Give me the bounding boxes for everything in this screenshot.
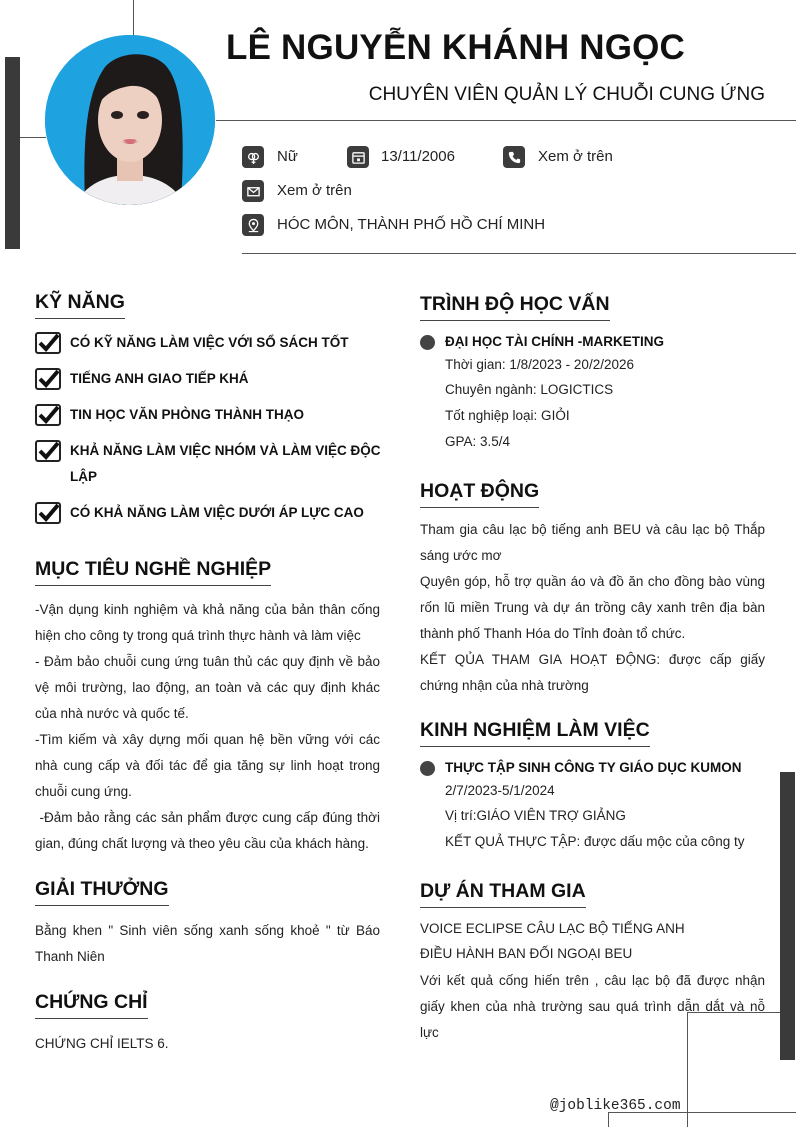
checkbox-icon <box>35 332 61 354</box>
objective-title: MỤC TIÊU NGHỀ NGHIỆP <box>35 558 271 586</box>
experience-company: THỰC TẬP SINH CÔNG TY GIÁO DỤC KUMON <box>445 760 742 775</box>
header-divider-top <box>216 120 796 121</box>
portrait-photo <box>45 35 215 205</box>
skills-section <box>35 291 125 319</box>
activities-paragraph: KẾT QỦA THAM GIA HOẠT ĐỘNG: được cấp giấy chứng nhận của nhà trường <box>420 652 765 693</box>
location-icon <box>242 214 264 236</box>
gender-icon <box>242 146 264 168</box>
bullet-icon <box>420 335 435 350</box>
checkbox-icon <box>35 368 61 390</box>
project-description: Với kết quả cống hiến trên , câu lạc bộ đã được nhận giấy khen của nhà trường sau quá trình dẫn dắt và nỗ lực <box>420 973 765 1040</box>
objective-body <box>35 597 384 857</box>
frame-line-top <box>133 0 134 36</box>
calendar-icon <box>347 146 369 168</box>
activities-paragraph: Tham gia câu lạc bộ tiếng anh BEU và câu lạc bộ Thắp sáng ước mơ <box>420 522 765 563</box>
checkbox-icon <box>35 440 61 462</box>
project-role: ĐIỀU HÀNH BAN ĐỐI NGOẠI BEU <box>420 946 633 961</box>
candidate-name: LÊ NGUYỄN KHÁNH NGỌC <box>226 28 686 67</box>
skill-item: TIN HỌC VĂN PHÒNG THÀNH THẠO <box>70 407 304 422</box>
checkbox-icon <box>35 404 61 426</box>
right-accent-bar <box>780 772 795 1060</box>
address-value: HÓC MÔN, THÀNH PHỐ HỒ CHÍ MINH <box>277 216 546 233</box>
phone-icon <box>503 146 525 168</box>
certificates-section <box>35 991 148 1019</box>
activities-paragraph: Quyên góp, hỗ trợ quần áo và đồ ăn cho đồng bào vùng rốn lũ miền Trung và dự án trồng cây xanh trên địa bàn thành phố Thanh Hóa do Tỉnh đoàn tổ chức. <box>420 574 765 641</box>
certificates-title: CHỨNG CHỈ <box>35 991 148 1019</box>
activities-title: HOẠT ĐỘNG <box>420 480 539 508</box>
experience-section <box>420 719 650 747</box>
checkbox-icon <box>35 502 61 524</box>
frame-line-footer-v <box>608 1112 609 1127</box>
awards-section <box>35 878 169 906</box>
education-title: TRÌNH ĐỘ HỌC VẤN <box>420 293 610 321</box>
experience-title: KINH NGHIỆM LÀM VIỆC <box>420 719 650 747</box>
awards-text: Bằng khen " Sinh viên sống xanh sống khoẻ " từ Báo Thanh Niên <box>35 923 380 964</box>
footer-credit: @joblike365.com <box>550 1098 681 1114</box>
education-rank: Tốt nghiệp loại: GIỎI <box>445 408 570 423</box>
skills-title: KỸ NĂNG <box>35 291 125 319</box>
phone-value: Xem ở trên <box>538 148 613 165</box>
experience-result: KẾT QUẢ THỰC TẬP: được dấu mộc của công ty <box>445 834 745 849</box>
job-title: CHUYÊN VIÊN QUẢN LÝ CHUỖI CUNG ỨNG <box>368 84 765 105</box>
education-major: Chuyên ngành: LOGICTICS <box>445 382 614 397</box>
skill-item: CÓ KHẢ NĂNG LÀM VIỆC DƯỚI ÁP LỰC CAO <box>70 505 364 520</box>
skill-item: CÓ KỸ NĂNG LÀM VIỆC VỚI SỔ SÁCH TỐT <box>70 335 349 350</box>
header-divider-bottom <box>242 253 796 254</box>
certificates-text: CHỨNG CHỈ IELTS 6. <box>35 1036 169 1051</box>
bullet-icon <box>420 761 435 776</box>
activities-body <box>420 517 765 699</box>
email-icon <box>242 180 264 202</box>
experience-position: Vị trí:GIÁO VIÊN TRỢ GIẢNG <box>445 808 626 823</box>
objective-section <box>35 558 271 586</box>
skill-item: KHẢ NĂNG LÀM VIỆC NHÓM VÀ LÀM VIỆC ĐỘC LẬP <box>70 443 381 484</box>
objective-paragraph: -Đảm bảo rằng các sản phẩm được cung cấp đúng thời gian, đúng chất lượng và theo yêu cầu của khách hàng. <box>35 810 384 851</box>
education-school: ĐẠI HỌC TÀI CHÍNH -MARKETING <box>445 334 664 349</box>
education-gpa: GPA: 3.5/4 <box>445 434 511 449</box>
left-accent-bar <box>5 57 20 249</box>
objective-paragraph: - Đảm bảo chuỗi cung ứng tuân thủ các quy định về bảo vệ môi trường, lao động, an toàn và các quy định khác của nhà nước và quốc tế. <box>35 654 380 721</box>
objective-paragraph: -Tìm kiếm và xây dựng mối quan hệ bền vững với các nhà cung cấp và đối tác để gia tăng sự linh hoạt trong chuỗi cung ứng. <box>35 732 380 799</box>
skill-item: TIẾNG ANH GIAO TIẾP KHÁ <box>70 371 249 386</box>
projects-title: DỰ ÁN THAM GIA <box>420 880 586 908</box>
avatar <box>45 35 215 205</box>
objective-paragraph: -Vận dụng kinh nghiệm và khả năng của bản thân cống hiện cho công ty trong quá trình thực hành và làm việc <box>35 602 380 643</box>
email-value: Xem ở trên <box>277 182 352 199</box>
awards-title: GIẢI THƯỞNG <box>35 878 169 906</box>
education-time: Thời gian: 1/8/2023 - 20/2/2026 <box>445 357 634 372</box>
activities-section <box>420 480 539 508</box>
projects-section <box>420 880 586 908</box>
education-section <box>420 293 610 321</box>
frame-line-left <box>20 137 46 138</box>
project-name: VOICE ECLIPSE CÂU LẠC BỘ TIẾNG ANH <box>420 921 685 936</box>
experience-time: 2/7/2023-5/1/2024 <box>445 783 555 798</box>
gender-value: Nữ <box>277 148 298 165</box>
birthday-value: 13/11/2006 <box>381 148 455 165</box>
